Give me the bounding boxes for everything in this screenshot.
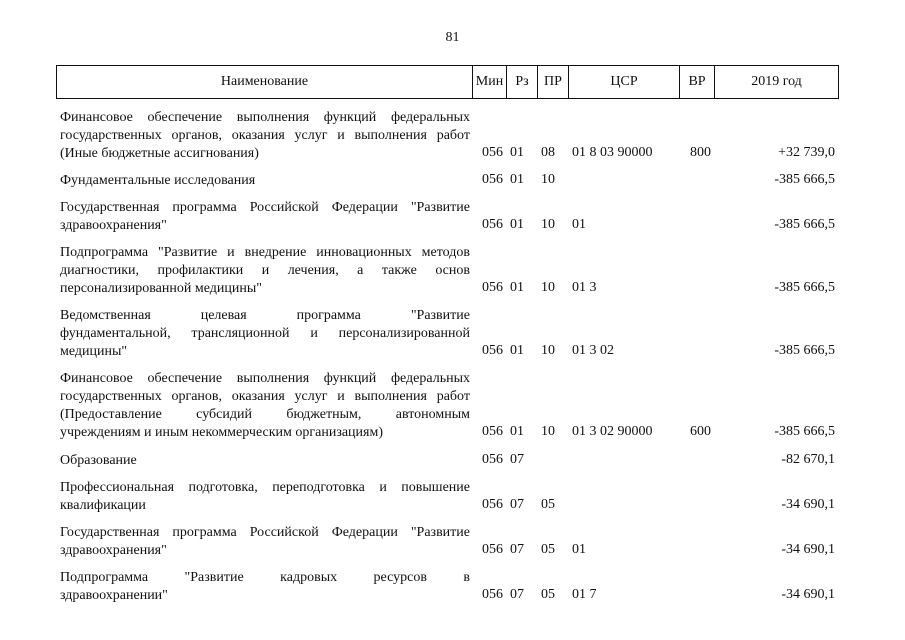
header-min: Мин <box>473 66 507 99</box>
header-csr: ЦСР <box>569 66 680 99</box>
row-min: 056 <box>482 542 503 557</box>
row-min: 056 <box>482 587 503 602</box>
row-min: 056 <box>482 497 503 512</box>
row-name-line: квалификации <box>60 498 146 513</box>
row-pr: 10 <box>541 172 555 187</box>
row-vr: 600 <box>690 424 711 439</box>
row-rz: 01 <box>510 424 524 439</box>
row-name <box>60 370 470 442</box>
row-sum: -82 670,1 <box>781 452 835 467</box>
row-sum: -385 666,5 <box>774 424 835 439</box>
row-pr: 10 <box>541 217 555 232</box>
row-sum: -34 690,1 <box>781 587 835 602</box>
row-name <box>60 452 470 470</box>
row-name <box>60 524 470 560</box>
row-name-line: фундаментальной, трансляционной и персонализированной <box>60 326 470 341</box>
row-name-line: здравоохранении" <box>60 588 168 603</box>
row-min: 056 <box>482 172 503 187</box>
row-csr: 01 <box>572 542 586 557</box>
row-min: 056 <box>482 343 503 358</box>
row-name-line: диагностики, профилактики и лечения, а также основ <box>60 263 470 278</box>
row-name-line: здравоохранения" <box>60 543 167 558</box>
row-min: 056 <box>482 145 503 160</box>
row-min: 056 <box>482 280 503 295</box>
row-csr: 01 3 02 90000 <box>572 424 653 439</box>
row-name <box>60 307 470 361</box>
row-rz: 01 <box>510 217 524 232</box>
row-name-line: Фундаментальные исследования <box>60 173 256 188</box>
header-pr: ПР <box>538 66 569 99</box>
row-name <box>60 479 470 515</box>
header-rz: Рз <box>507 66 538 99</box>
row-pr: 05 <box>541 497 555 512</box>
row-csr: 01 7 <box>572 587 597 602</box>
row-rz: 01 <box>510 172 524 187</box>
row-vr: 800 <box>690 145 711 160</box>
row-name-line: Государственная программа Российской Федерации "Развитие <box>60 525 470 540</box>
row-name-line: Государственная программа Российской Федерации "Развитие <box>60 200 470 215</box>
row-name-line: (Предоставление субсидий бюджетным, автономным <box>60 407 470 422</box>
row-name <box>60 109 470 163</box>
row-name-line: персонализированной медицины" <box>60 281 262 296</box>
row-name-line: Ведомственная целевая программа "Развитие <box>60 308 470 323</box>
header-name: Наименование <box>57 66 473 99</box>
row-name <box>60 569 470 605</box>
page-number: 81 <box>445 30 460 45</box>
row-sum: -34 690,1 <box>781 497 835 512</box>
row-min: 056 <box>482 452 503 467</box>
row-rz: 01 <box>510 280 524 295</box>
row-sum: -385 666,5 <box>774 217 835 232</box>
row-csr: 01 <box>572 217 586 232</box>
row-name-line: медицины" <box>60 344 128 359</box>
row-name-line: Подпрограмма "Развитие и внедрение инновационных методов <box>60 245 470 260</box>
row-name-line: государственных органов, оказания услуг и выполнения работ <box>60 128 470 143</box>
row-rz: 07 <box>510 497 524 512</box>
row-rz: 01 <box>510 145 524 160</box>
row-sum: -385 666,5 <box>774 280 835 295</box>
row-pr: 10 <box>541 424 555 439</box>
row-csr: 01 3 <box>572 280 597 295</box>
row-rz: 07 <box>510 452 524 467</box>
row-name-line: государственных органов, оказания услуг и выполнения работ <box>60 389 470 404</box>
row-name-line: учреждениям и иным некоммерческим организациям) <box>60 425 384 440</box>
row-pr: 05 <box>541 587 555 602</box>
row-name <box>60 244 470 298</box>
row-name-line: Финансовое обеспечение выполнения функций федеральных <box>60 110 470 125</box>
row-name-line: здравоохранения" <box>60 218 167 233</box>
header-year: 2019 год <box>715 66 839 99</box>
row-pr: 10 <box>541 280 555 295</box>
row-sum: -385 666,5 <box>774 343 835 358</box>
row-pr: 05 <box>541 542 555 557</box>
row-csr: 01 8 03 90000 <box>572 145 653 160</box>
row-sum: -34 690,1 <box>781 542 835 557</box>
row-sum: -385 666,5 <box>774 172 835 187</box>
row-min: 056 <box>482 424 503 439</box>
row-name-line: (Иные бюджетные ассигнования) <box>60 146 259 161</box>
row-min: 056 <box>482 217 503 232</box>
row-name-line: Финансовое обеспечение выполнения функций федеральных <box>60 371 470 386</box>
row-rz: 07 <box>510 587 524 602</box>
row-name-line: Профессиональная подготовка, переподготовка и повышение <box>60 480 470 495</box>
row-rz: 01 <box>510 343 524 358</box>
row-csr: 01 3 02 <box>572 343 614 358</box>
row-pr: 08 <box>541 145 555 160</box>
row-sum: +32 739,0 <box>778 145 835 160</box>
row-name <box>60 199 470 235</box>
row-pr: 10 <box>541 343 555 358</box>
row-name-line: Образование <box>60 453 137 468</box>
row-rz: 07 <box>510 542 524 557</box>
row-name <box>60 172 470 190</box>
header-vr: ВР <box>680 66 715 99</box>
row-name-line: Подпрограмма "Развитие кадровых ресурсов в <box>60 570 470 585</box>
